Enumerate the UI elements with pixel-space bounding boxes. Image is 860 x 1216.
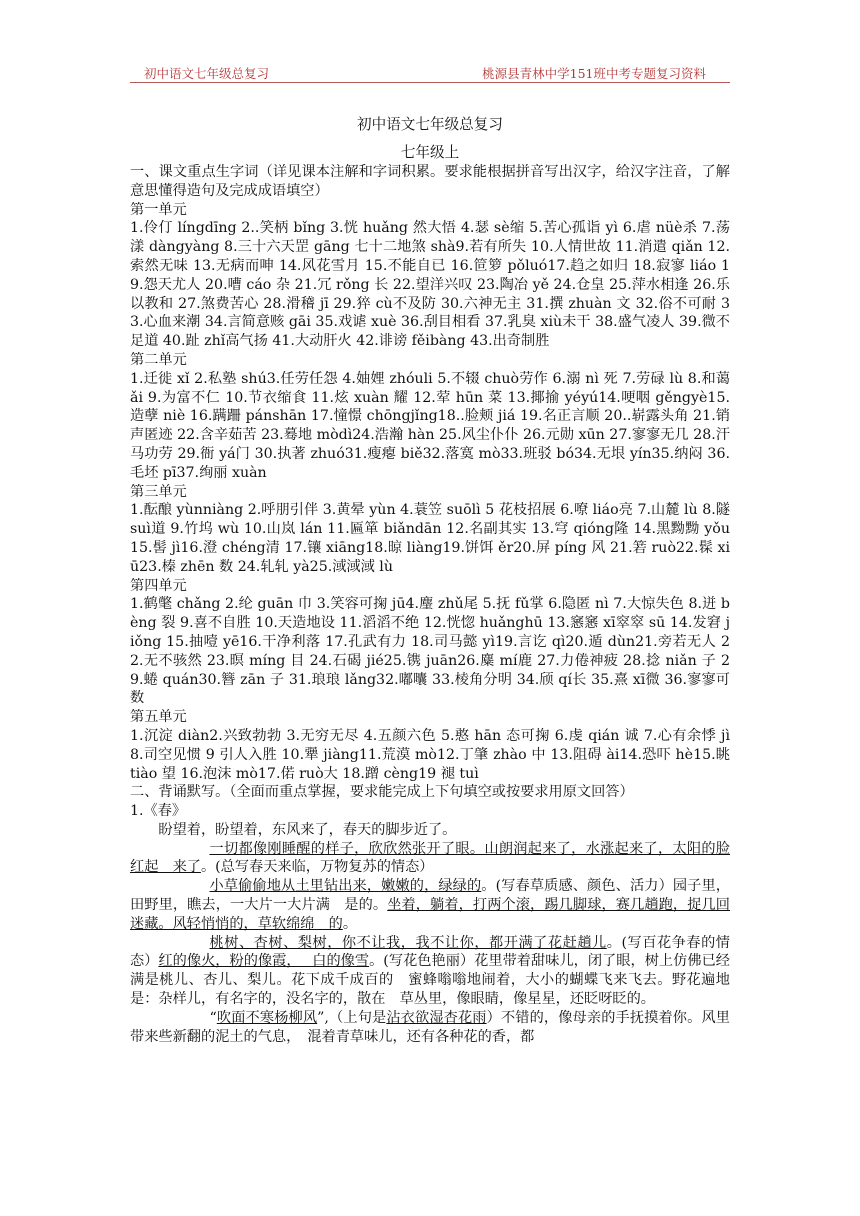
unit2-title: 第二单元 [130, 351, 187, 368]
header-right-text: 桃源县青林中学151班中考专题复习资料 [482, 66, 706, 81]
page-header [130, 62, 730, 83]
unit2-vocab: 1.迁徙 xǐ 2.私塾 shú3.任劳任怨 4.妯娌 zhóuli 5.不辍 chuò劳作 6.溺 nì 死 7.劳碌 lù 8.和蔼 ǎi 9.为富不仁 10.节衣缩食 11.炫 xuàn 耀 12.荤 hūn 菜 13.揶揄 yéyú14.哽咽 gěngyè15.造孽 niè 16.蹒跚 pánshān 17.憧憬 chōngjǐng18..脸颊 jiá 19.名正言顺 20..崭露头角 21.销声匿迹 22.含辛茹苦 23.蓦地 mòdì24.浩瀚 hàn 25.风尘仆仆 26.元勋 xūn 27.寥寥无几 28.汗马功劳 29.衙 yá门 30.执著 zhuó31.瘦瘪 biě32.落寞 mò33.班驳 bó34.无垠 yín35.纳闷 36.毛坯 pī37.绚丽 xuàn [130, 370, 730, 481]
unit5-title: 第五单元 [130, 709, 187, 726]
paragraph-end: 。 [342, 915, 358, 932]
underlined-text: 桃树、杏树、梨树，你不让我，我不让你，都开满了花赶趟儿 [209, 934, 607, 951]
quote-mark: “ [209, 1009, 217, 1026]
poem-title: 1.《春》 [130, 803, 187, 820]
unit5-vocab: 1.沉淀 diàn2.兴致勃勃 3.无穷无尽 4.五颜六色 5.憨 hān 态可掬 6.虔 qián 诚 7.心有余悸 jì 8.司空见惯 9 引人入胜 10.犟 jiàng11.荒漠 mò12.丁肇 zhào 中 13.阻碍 ài14.恐吓 hè15.眺 tiào 望 16.泡沫 mò17.偌 ruò大 18.蹭 cèng19 褪 tuì [130, 727, 730, 782]
unit1-title: 第一单元 [130, 201, 187, 218]
body-text: ）不错的，像母亲的手抚摸着你。风里带来些新翻的泥土的气息， 混着青草味儿，还有各种花的香，都 [130, 1009, 730, 1045]
spring-paragraph-5 [130, 1009, 730, 1047]
annotation-text: 。(写春草质感、颜色、活力）园子里，田野里，瞧去，一大片一大片满 是的。 [130, 878, 730, 914]
document-title: 初中语文七年级总复习 [357, 116, 503, 133]
section1-heading: 一、课文重点生字词（详见课本注解和字词积累。要求能根据拼音写出汉字，给汉字注音，了解意思懂得造句及完成成语填空） [130, 164, 730, 199]
spring-paragraph-4 [130, 934, 730, 1009]
body-text: ”,（上句是 [317, 1009, 387, 1026]
underlined-text: 吹面不寒杨柳风 [216, 1009, 318, 1026]
underlined-text: 小草偷偷地从土里钻出来，嫩嫩的，绿绿的 [209, 878, 482, 895]
spring-paragraph-3 [130, 877, 730, 933]
spring-paragraph-2 [130, 840, 730, 878]
document-body [130, 115, 730, 1046]
spring-paragraph-1: 盼望着，盼望着，东风来了，春天的脚步近了。 [158, 821, 457, 838]
grade-subtitle: 七年级上 [400, 144, 460, 161]
annotation-text: 。(总写春天来临，万物复苏的情态） [200, 859, 434, 876]
unit3-title: 第三单元 [130, 483, 187, 500]
underlined-text: 红的像火，粉的像霞， 白的像雪 [158, 953, 370, 970]
section2-heading: 二、背诵默写。（全面而重点掌握，要求能完成上下句填空或按要求用原文回答） [130, 784, 634, 801]
unit4-title: 第四单元 [130, 577, 187, 594]
unit1-vocab: 1.伶仃 língdīng 2..笑柄 bǐng 3.恍 huǎng 然大悟 4.瑟 sè缩 5.苦心孤诣 yì 6.虐 nüè杀 7.荡漾 dàngyàng 8.三十六天罡 gāng 七十二地煞 shà9.若有所失 10.人情世故 11.消遣 qiǎn 12.索然无味 13.无病而呻 14.风花雪月 15.不能自已 16.笸箩 pǒluó17.趋之如归 18.寂寥 liáo 19.怨天尤人 20.嘈 cáo 杂 21.冗 rǒng 长 22.望洋兴叹 23.陶冶 yě 24.仓皇 25.萍水相逢 26.乐以教和 27.煞费苦心 28.滑稽 jī 29.猝 cù不及防 30.六神无主 31.撰 zhuàn 文 32.俗不可耐 33.心血来潮 34.言简意赅 gāi 35.戏谑 xuè 36.刮目相看 37.乳臭 xiù未干 38.盛气凌人 39.微不足道 40.趾 zhǐ高气扬 41.大动肝火 42.诽谤 fěibàng 43.出奇制胜 [130, 220, 730, 350]
unit4-vocab: 1.鹤氅 chǎng 2.纶 guān 巾 3.笑容可掬 jū4.麈 zhǔ尾 5.抚 fǔ掌 6.隐匿 nì 7.大惊失色 8.迸 bèng 裂 9.喜不自胜 10.天造地设 11.滔滔不绝 12.恍惚 huǎnghū 13.窸窸 xī窣窣 sū 14.发窘 jiǒng 15.抽噎 yē16.干净利落 17.孔武有力 18.司马懿 yì19.言讫 qì20.遁 dùn21.旁若无人 22.无不骇然 23.暝 míng 目 24.石碣 jié25.镌 juān26.麋 mí鹿 27.力倦神疲 28.捻 niǎn 子 29.蜷 quán30.簪 zān 子 31.琅琅 lǎng32.嘟囔 33.棱角分明 34.颀 qí长 35.熹 xī微 36.寥寥可数 [130, 596, 730, 707]
unit3-vocab: 1.酝酿 yùnniàng 2.呼朋引伴 3.黄晕 yùn 4.蓑笠 suōlì 5 花枝招展 6.嘹 liáo亮 7.山麓 lù 8.隧 suì道 9.竹坞 wù 10.山岚 lán 11.匾箪 biǎndān 12.名副其实 13.穹 qióng隆 14.黑黝黝 yǒu 15.髻 jì16.澄 chéng清 17.镶 xiāng18.晾 liàng19.饼饵 ěr20.屏 píng 风 21.箬 ruò22.髹 xiū23.榛 zhēn 数 24.轧轧 yà25.淢淢淢 lù [130, 502, 730, 575]
underlined-text: 坐着，躺着，打两个滚，踢几脚球，赛几趟跑，捉几回迷藏。风轻悄悄的，草软绵绵 的 [130, 897, 730, 932]
underlined-text: 沾衣欲湿杏花雨 [386, 1009, 487, 1026]
body-text: 。(写花色艳丽）花里带着甜味儿，闭了眼，树上仿佛已经满是桃儿、杏儿、梨儿。花下成千成百的 蜜蜂嗡嗡地闹着，大小的蝴蝶飞来飞去。野花遍地是：杂样儿，有名字的，没名字的，散在 草丛里，像眼睛，像星星，还眨呀眨的。 [130, 953, 730, 1008]
underlined-text: 一切都像刚睡醒的样子，欣欣然张开了眼。山朗润起来了，水涨起来了，太阳的脸红起 来了 [130, 840, 730, 876]
annotation-text: 。(写百花争春的情态） [130, 934, 730, 970]
header-left-text: 初中语文七年级总复习 [144, 66, 270, 81]
